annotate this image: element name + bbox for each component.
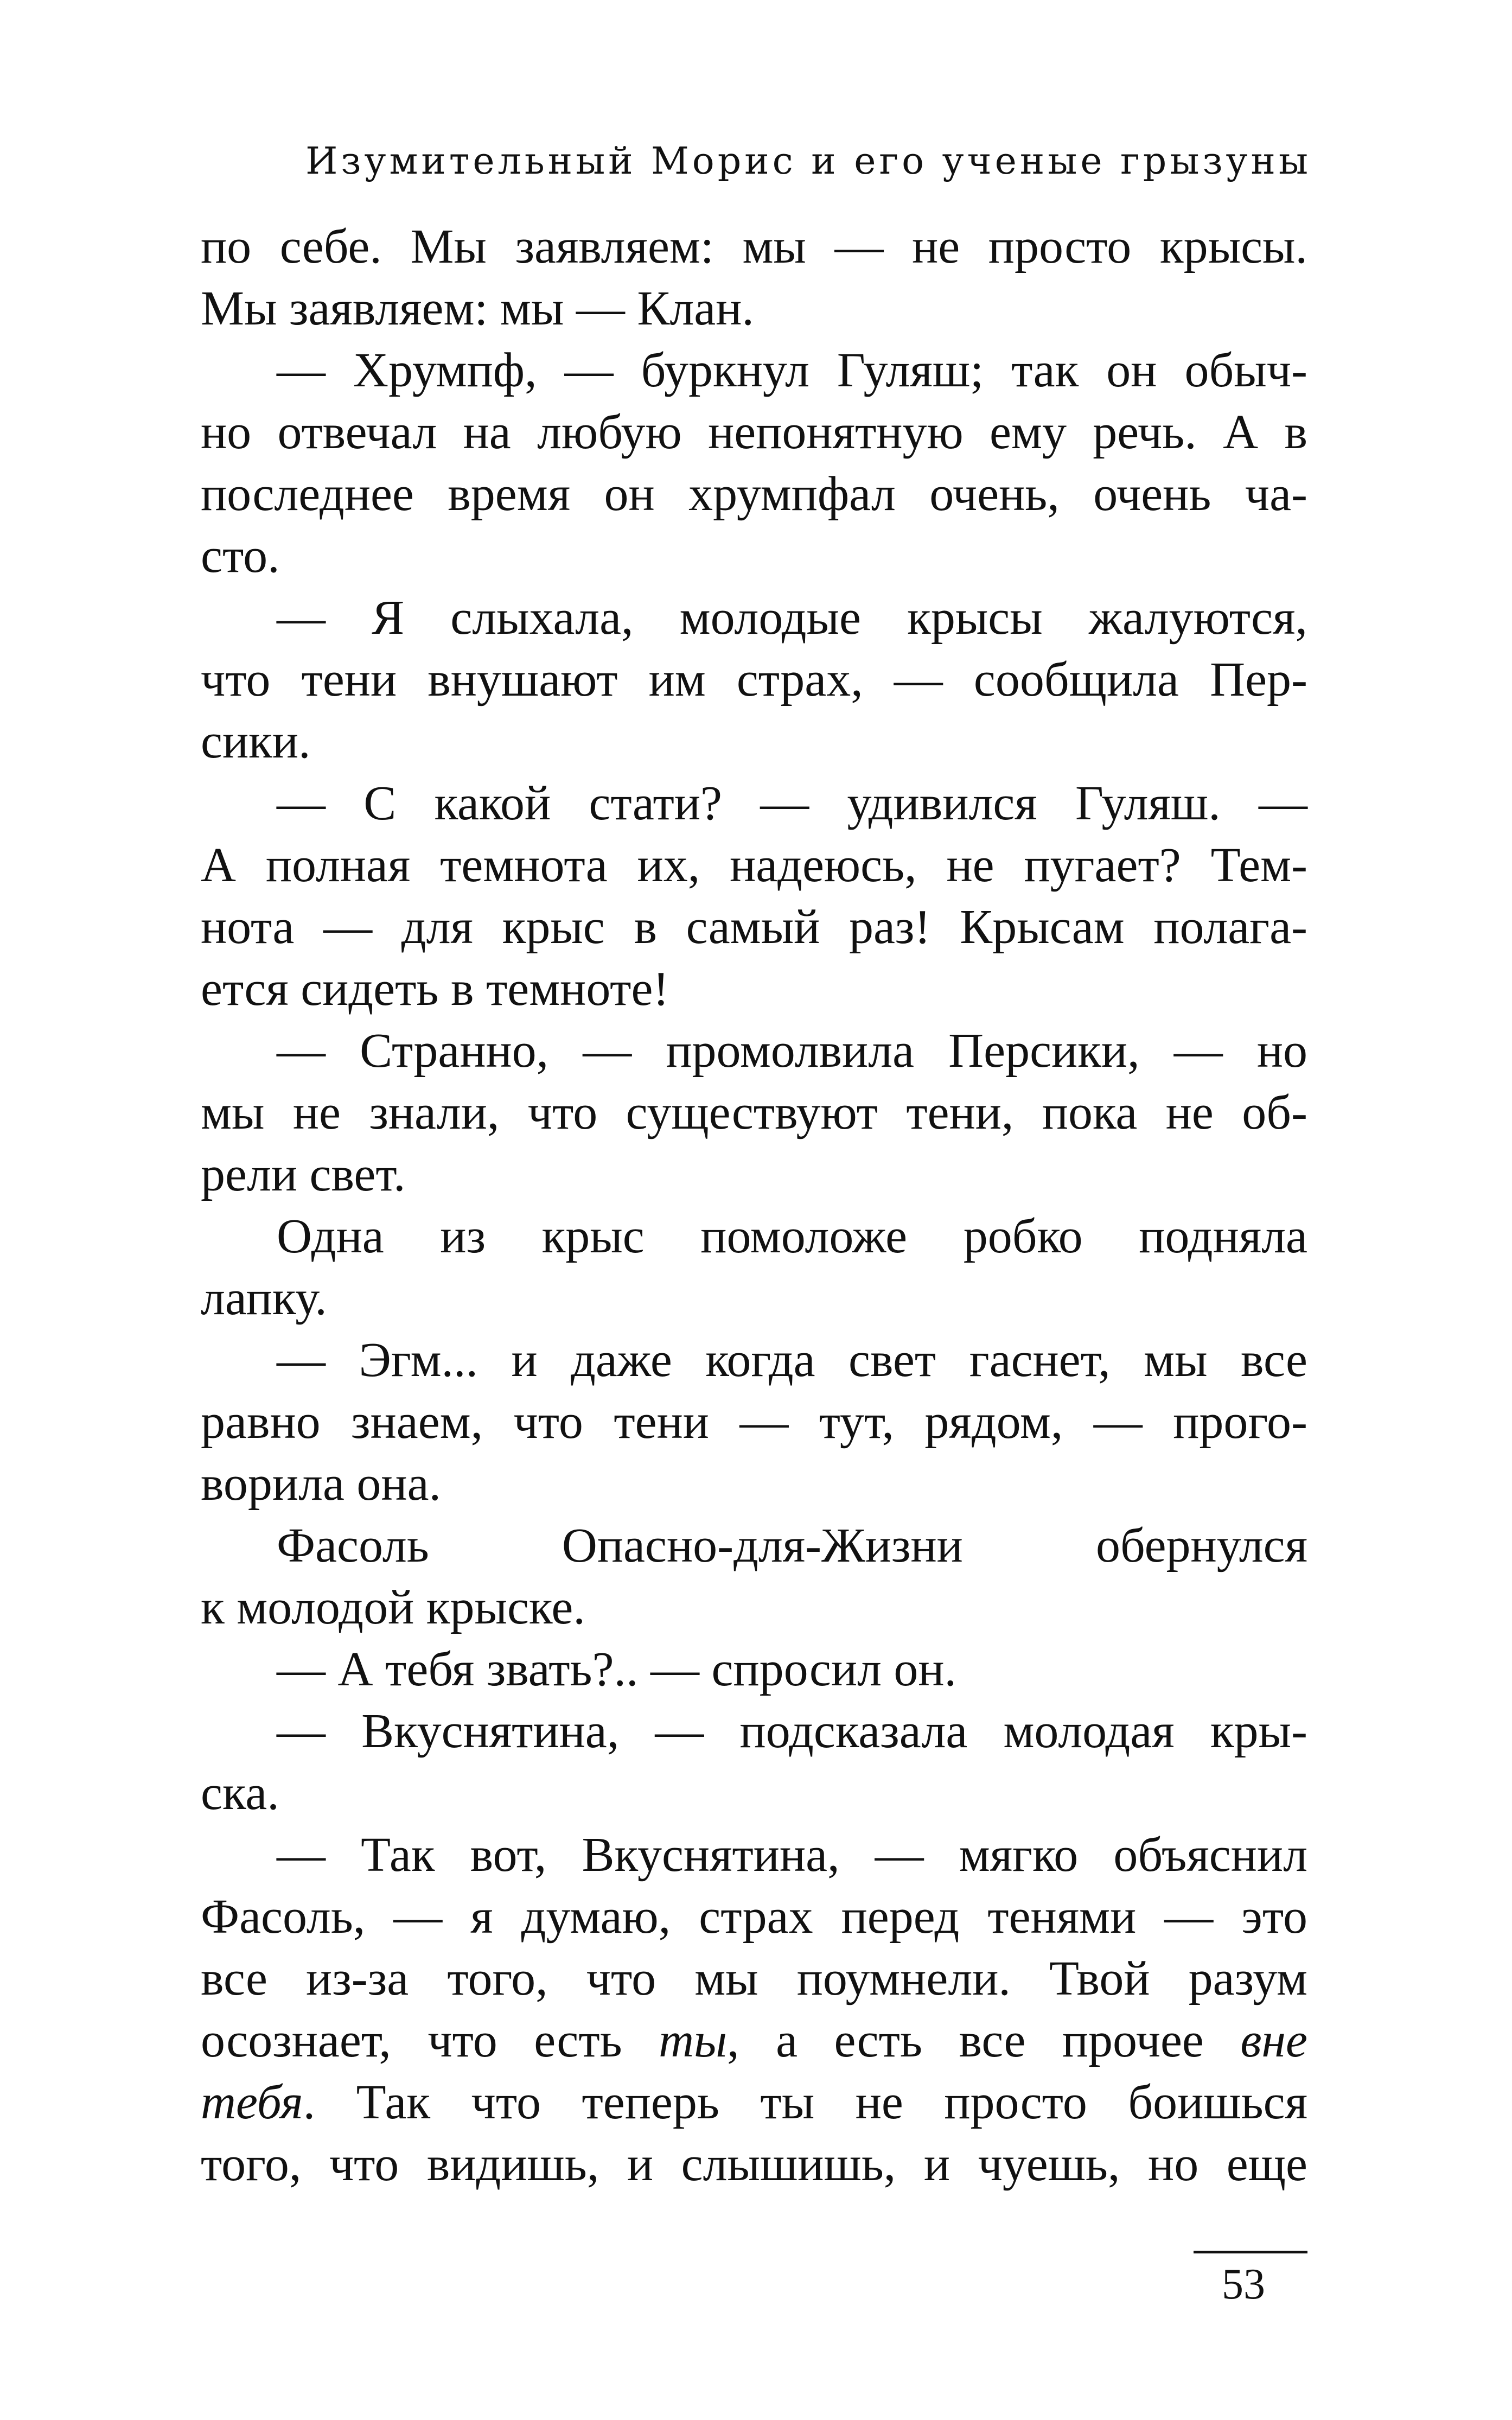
text-line: к молодой крыске.: [201, 1581, 585, 1634]
text-line: равно знаем, что тени — тут, рядом, — прого-: [201, 1395, 1307, 1449]
text-line: — А тебя звать?.. — спросил он.: [277, 1642, 957, 1696]
text-line: ворила она.: [201, 1457, 442, 1511]
text-line: Фасоль, — я думаю, страх перед тенями — это: [201, 1890, 1307, 1944]
text-line: но отвечал на любую непонятную ему речь. А в: [201, 405, 1307, 459]
text-line: — Вкуснятина, — подсказала молодая кры-: [277, 1704, 1307, 1758]
text-segment: осознает, что есть: [201, 2014, 659, 2067]
text-line: по себе. Мы заявляем: мы — не просто крысы.: [201, 220, 1307, 273]
text-line: что тени внушают им страх, — сообщила Пер-: [201, 653, 1307, 706]
italic-emphasis: тебя: [201, 2075, 303, 2129]
running-head: Изумительный Морис и его ученые грызуны: [305, 140, 1311, 183]
text-line: того, что видишь, и слышишь, и чуешь, но еще: [201, 2137, 1307, 2191]
text-line: все из-за того, что мы поумнели. Твой разум: [201, 1952, 1307, 2005]
text-line: рели свет.: [201, 1148, 406, 1201]
text-line-with-italics: [201, 2072, 1307, 2134]
text-line: ется сидеть в темноте!: [201, 962, 669, 1016]
text-line: нота — для крыс в самый раз! Крысам полага-: [201, 900, 1307, 954]
text-line: — С какой стати? — удивился Гуляш. —: [277, 776, 1307, 830]
text-line: Одна из крыс помоложе робко подняла: [277, 1209, 1307, 1263]
text-segment: , а есть все прочее: [727, 2014, 1241, 2067]
text-line: сто.: [201, 529, 280, 583]
text-line: — Эгм... и даже когда свет гаснет, мы все: [277, 1333, 1307, 1387]
text-line: лапку.: [201, 1271, 327, 1325]
italic-emphasis: вне: [1240, 2014, 1308, 2067]
page-number: 53: [1222, 2260, 1265, 2308]
text-line: сики.: [201, 715, 311, 768]
text-line: А полная темнота их, надеюсь, не пугает? Тем-: [201, 838, 1307, 892]
text-line: ска.: [201, 1766, 279, 1820]
text-line: Фасоль Опасно-для-Жизни обернулся: [277, 1519, 1307, 1572]
text-line: — Так вот, Вкуснятина, — мягко объяснил: [277, 1828, 1307, 1882]
text-line: — Странно, — промолвила Персики, — но: [277, 1024, 1307, 1078]
text-segment: . Так что теперь ты не просто боишься: [303, 2075, 1307, 2129]
text-line: — Я слыхала, молодые крысы жалуются,: [277, 591, 1307, 645]
italic-emphasis: ты: [659, 2014, 728, 2067]
folio-rule: [1194, 2251, 1307, 2253]
text-line-with-italics: [201, 2010, 1307, 2072]
body-text: [201, 216, 1307, 2195]
text-line: — Хрумпф, — буркнул Гуляш; так он обыч-: [277, 343, 1307, 397]
text-line: мы не знали, что существуют тени, пока не об-: [201, 1086, 1307, 1139]
text-line: последнее время он хрумпфал очень, очень ча-: [201, 467, 1307, 521]
text-line: Мы заявляем: мы — Клан.: [201, 282, 754, 335]
